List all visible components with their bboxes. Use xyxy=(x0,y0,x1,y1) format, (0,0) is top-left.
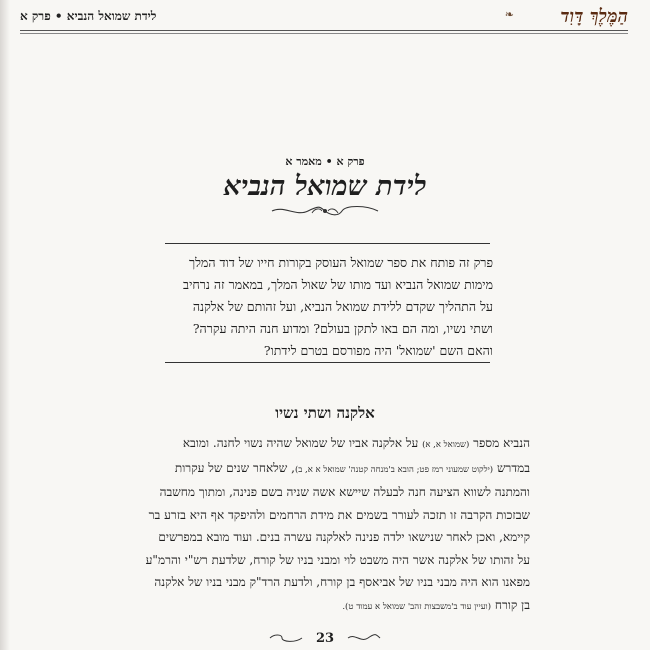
body-line xyxy=(120,457,530,482)
book-title: הַמֶּלֶךְ דָּוִד xyxy=(560,6,628,27)
footer-ornament-icon xyxy=(347,633,381,643)
body-line xyxy=(120,526,530,549)
header-rule xyxy=(20,30,628,31)
page-number: 23 xyxy=(315,631,335,646)
abstract-bottom-rule xyxy=(165,362,490,363)
body-line-text: על זהותו של אלקנה אשר היה משבט לוי ומבני בניו של קורח, שלדעת רש"י והרמ"ע xyxy=(145,552,530,567)
body-line xyxy=(120,594,530,619)
body-line xyxy=(120,571,530,594)
body-line-text: מפאנו הוא היה מבני בניו של אביאסף בן קורח, ולדעת הרד"ק מבני בניו של אלקנה xyxy=(154,575,530,589)
body-text xyxy=(120,432,530,618)
body-line-text: , שלאחר שנים של עקרות xyxy=(174,460,295,475)
source-citation: (שמואל א, א) xyxy=(422,440,470,450)
body-line-text: על אלקנה אביו של שמואל שהיה נשוי לחנה. ומובא xyxy=(182,436,423,450)
abstract-line: על התהליך שקדם ללידת שמואל הנביא, ועל זהותם של אלקנה xyxy=(192,299,493,314)
abstract-top-rule xyxy=(165,243,490,244)
body-line xyxy=(120,432,530,457)
chapter-title: לידת שמואל הנביא xyxy=(223,171,427,202)
page-footer xyxy=(0,627,650,646)
running-header xyxy=(20,6,628,28)
body-line xyxy=(120,549,530,572)
body-line-text: קיימא, ואכן לאחר שנישאו ילדה פנינה לאלקנה עשרה בנים. ועוד מובא במפרשים xyxy=(158,530,530,544)
page-gutter-shadow xyxy=(0,0,10,650)
chapter-label: פרק א • מאמר א xyxy=(285,155,365,168)
section-heading: אלקנה ושתי נשיו xyxy=(275,404,375,422)
source-citation: (ילקוט שמעוני רמז פט; הובא ב'מנחה קטנה' שמואל א א, ב) xyxy=(294,464,494,475)
header-ornament-icon: ❧ xyxy=(504,8,514,21)
chapter-abstract xyxy=(163,252,493,362)
body-line-text: שבזכות הקרבה זו תזכה לעורר בשמים את מידת הרחמים ולהיפקד אף היא בזרע בר xyxy=(148,507,530,522)
abstract-line: מימות שמואל הנביא ועד מותו של שאול המלך, במאמר זה נרחיב xyxy=(183,277,493,292)
body-line-text: במדרש xyxy=(493,460,530,475)
body-line-text: בן קורח xyxy=(491,597,530,612)
abstract-line: והאם השם 'שמואל' היה מפורסם בטרם לידתו? xyxy=(263,343,493,358)
title-flourish-icon xyxy=(0,203,650,222)
body-line xyxy=(120,481,530,504)
abstract-line: פרק זה פותח את ספר שמואל העוסק בקורות חייו של דוד המלך xyxy=(188,255,493,270)
body-line-text: הנביא מספר xyxy=(469,436,530,450)
body-line-text: והמתנה לשווא הציעה חנה לבעלה שיישא אשה שניה בשם פנינה, ומתוך מחשבה xyxy=(159,485,530,499)
source-citation: (ועיין עוד ב'משבצות זהב' שמואל א עמוד ט). xyxy=(342,601,492,612)
abstract-line: ושתי נשיו, ומה הם באו לתקן בעולם? ומדוע חנה היתה עקרה? xyxy=(192,321,493,336)
footer-ornament-icon xyxy=(269,633,303,643)
running-chapter-title: לידת שמואל הנביא • פרק א xyxy=(20,9,157,23)
header-rule-secondary xyxy=(20,33,628,34)
body-line xyxy=(120,504,530,527)
